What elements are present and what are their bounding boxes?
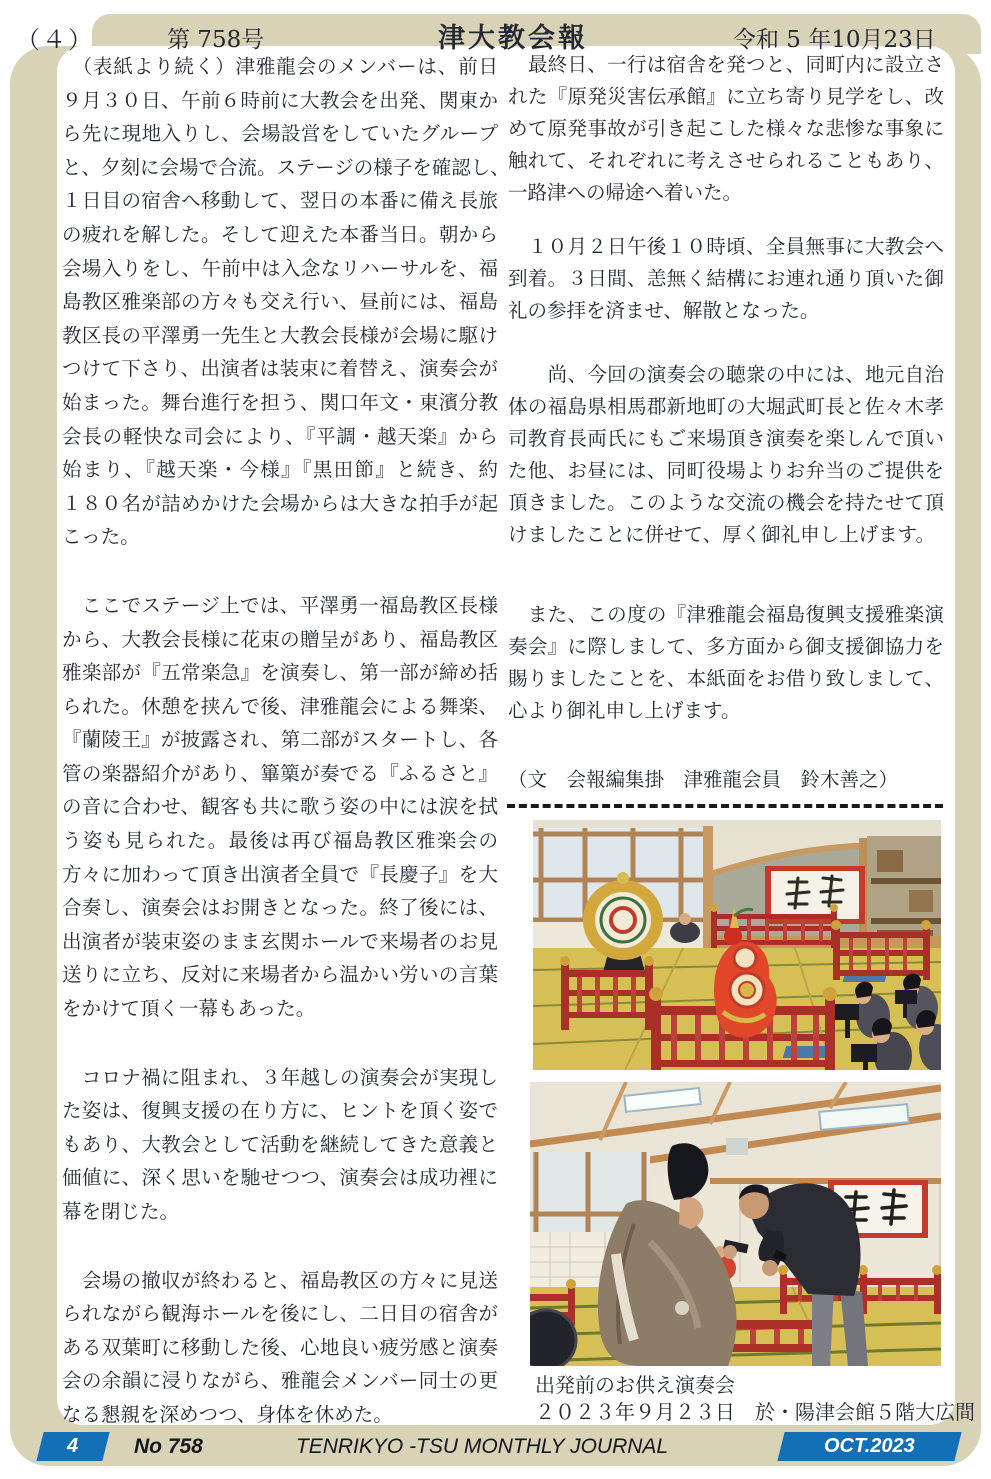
text-line: １８０名が詰めかけた会場からは大きな拍手が起 <box>62 491 498 515</box>
issue-number: 第 758号 <box>167 27 265 53</box>
text-line: 幕を閉じた。 <box>62 1200 180 1223</box>
text-line: 始まった。舞台進行を担う、関口年文・東濱分教 <box>62 390 498 414</box>
footer-issue-number: No 758 <box>134 1435 203 1458</box>
text-line: 『蘭陵王』が披露され、第二部がスタートし、各 <box>62 728 498 752</box>
text-line: 司教育長両氏にもご来場頂き演奏を楽しんで頂い <box>508 427 944 450</box>
text-line: と、夕刻に会場で合流。ステージの様子を確認し、 <box>62 155 510 179</box>
text-line: 教区長の平澤勇一先生と大教会長様が会場に駆け <box>62 323 498 347</box>
text-line: う姿も見られた。最後は再び福島教区雅楽会の <box>62 829 498 853</box>
text-line: 触れて、それぞれに考えさせられることもあり、 <box>508 149 944 172</box>
article-left-column <box>62 50 510 1432</box>
text-line: 頂きました。このような交流の機会を持たせて頂 <box>508 491 944 514</box>
text-line: 島教区雅楽部の方々も交え行い、昼前には、福島 <box>62 290 498 314</box>
article-paragraph <box>62 589 498 1026</box>
article-paragraph <box>62 50 510 554</box>
text-line: の音に合わせ、観客も共に歌う姿の中には涙を拭 <box>62 795 498 819</box>
text-line: 送りに立ち、反対に来場者から温かい労いの言葉 <box>62 963 498 987</box>
text-line: 体の福島県相馬郡新地町の大堀武町長と佐々木孝 <box>508 395 944 418</box>
text-line: 礼の参拝を済ませ、解散となった。 <box>508 299 820 322</box>
text-line: 一路津への帰途へ着いた。 <box>508 181 743 204</box>
text-line: めて原発事故が引き起こした様々な悲惨な事象に <box>508 117 944 140</box>
text-line: 会の余韻に浸りながら、雅龍会メンバー同士の更 <box>62 1369 498 1393</box>
article-paragraph <box>508 49 944 209</box>
issue-date: 令和 5 年10月23日 <box>733 27 936 53</box>
text-line: 会長の軽快な司会により、『平調・越天楽』から <box>62 424 498 448</box>
text-line: 方々に加わって頂き出演者全員で『長慶子』を大 <box>62 862 498 886</box>
photo-bugaku-performance <box>533 820 941 1070</box>
article-byline: （文 会報編集掛 津雅龍会員 鈴木善之） <box>508 768 899 791</box>
dashed-separator <box>507 804 943 808</box>
newsletter-title: 津大教会報 <box>438 23 588 54</box>
text-line: から、大教会長様に花束の贈呈があり、福島教区 <box>62 627 498 651</box>
text-line: をかけて頂く一幕もあった。 <box>62 997 316 1021</box>
text-line: けましたことに併せて、厚く御礼申し上げます。 <box>508 523 936 546</box>
text-line: こった。 <box>62 525 140 549</box>
text-line: コロナ禍に阻まれ、３年越しの演奏会が実現し <box>62 1065 498 1089</box>
article-paragraph <box>62 1061 498 1229</box>
text-line: 心より御礼申し上げます。 <box>508 699 741 722</box>
text-line: の疲れを解した。そして迎えた本番当日。朝から <box>62 222 498 246</box>
text-line: また、この度の『津雅龍会福島復興支援雅楽演 <box>508 603 944 626</box>
text-line: １日目の宿舎へ移動して、翌日の本番に備え長旅 <box>62 189 498 213</box>
article-paragraph <box>508 231 944 327</box>
text-line: れた『原発災害伝承館』に立ち寄り見学をし、改 <box>508 85 944 108</box>
text-line: もあり、大教会として活動を継続してきた意義と <box>62 1132 498 1156</box>
text-line: られながら観海ホールを後にし、二日目の宿舎が <box>62 1302 498 1326</box>
text-line: 雅楽部が『五常楽急』を演奏し、第一部が締め括 <box>62 661 498 685</box>
text-line: 最終日、一行は宿舎を発つと、同町内に設立さ <box>508 53 944 76</box>
photo-bowing-greeting <box>530 1082 941 1366</box>
text-line: 会場の撤収が終わると、福島教区の方々に見送 <box>62 1268 498 1292</box>
text-line: 賜りましたことを、本紙面をお借り致しまして、 <box>508 667 944 690</box>
text-line: られた。休憩を挟んで後、津雅龍会による舞楽、 <box>62 694 498 718</box>
photo-1-illustration <box>533 820 941 1070</box>
footer-page-badge <box>36 1432 109 1461</box>
text-line: 尚、今回の演奏会の聴衆の中には、地元自治 <box>508 363 944 386</box>
text-line: 価値に、深く思いを馳せつつ、演奏会は成功裡に <box>62 1166 498 1190</box>
article-right-column <box>508 49 944 796</box>
text-line: 到着。３日間、恙無く結構にお連れ通り頂いた御 <box>508 267 944 290</box>
photo-caption-detail: ２０２３年９月２３日 於・陽津会館５階大広間 <box>535 1400 975 1424</box>
text-line: （表紙より続く）津雅龍会のメンバーは、前日 <box>62 55 498 78</box>
text-line: 管の楽器紹介があり、篳篥が奏でる『ふるさと』 <box>62 761 498 785</box>
text-line: なる懇親を深めつつ、身体を休めた。 <box>62 1402 393 1426</box>
text-line: 出演者が装束姿のまま玄関ホールで来場者のお見 <box>62 929 498 953</box>
article-paragraph <box>508 599 944 727</box>
text-line: 奏会』に際しまして、多方面から御支援御協力を <box>508 635 944 658</box>
photo-caption-title: 出発前のお供え演奏会 <box>535 1373 735 1397</box>
page-marker: （４） <box>16 26 94 54</box>
footer-page-number: 4 <box>67 1435 79 1457</box>
footer-date-text: OCT.2023 <box>824 1435 915 1457</box>
text-line: ここでステージ上では、平澤勇一福島教区長様 <box>62 593 498 617</box>
text-line: ある双葉町に移動した後、心地良い疲労感と演奏 <box>62 1335 498 1359</box>
photo-caption <box>535 1372 975 1426</box>
text-line: つけて下さり、出演者は装束に着替え、演奏会が <box>62 357 498 381</box>
text-line: 合奏し、演奏会はお開きとなった。終了後には、 <box>62 896 498 920</box>
text-line: 会場入りをし、午前中は入念なリハーサルを、福 <box>62 256 498 280</box>
text-line: １０月２日午後１０時頃、全員無事に大教会へ <box>508 235 944 258</box>
footer-journal-name: TENRIKYO -TSU MONTHLY JOURNAL <box>295 1435 669 1458</box>
article-paragraph <box>508 359 944 551</box>
text-line: た姿は、復興支援の在り方に、ヒントを頂く姿で <box>62 1099 498 1123</box>
text-line: ９月３０日、午前６時前に大教会を出発、関東か <box>62 88 498 112</box>
text-line: 始まり、『越天楽・今様』『黒田節』と続き、約 <box>62 458 498 482</box>
text-line: た他、お昼には、同町役場よりお弁当のご提供を <box>508 459 944 482</box>
text-line: ら先に現地入りし、会場設営をしていたグループ <box>62 122 498 146</box>
article-paragraph <box>62 1264 498 1432</box>
footer-date-badge <box>777 1432 961 1461</box>
photo-2-illustration <box>530 1082 941 1366</box>
